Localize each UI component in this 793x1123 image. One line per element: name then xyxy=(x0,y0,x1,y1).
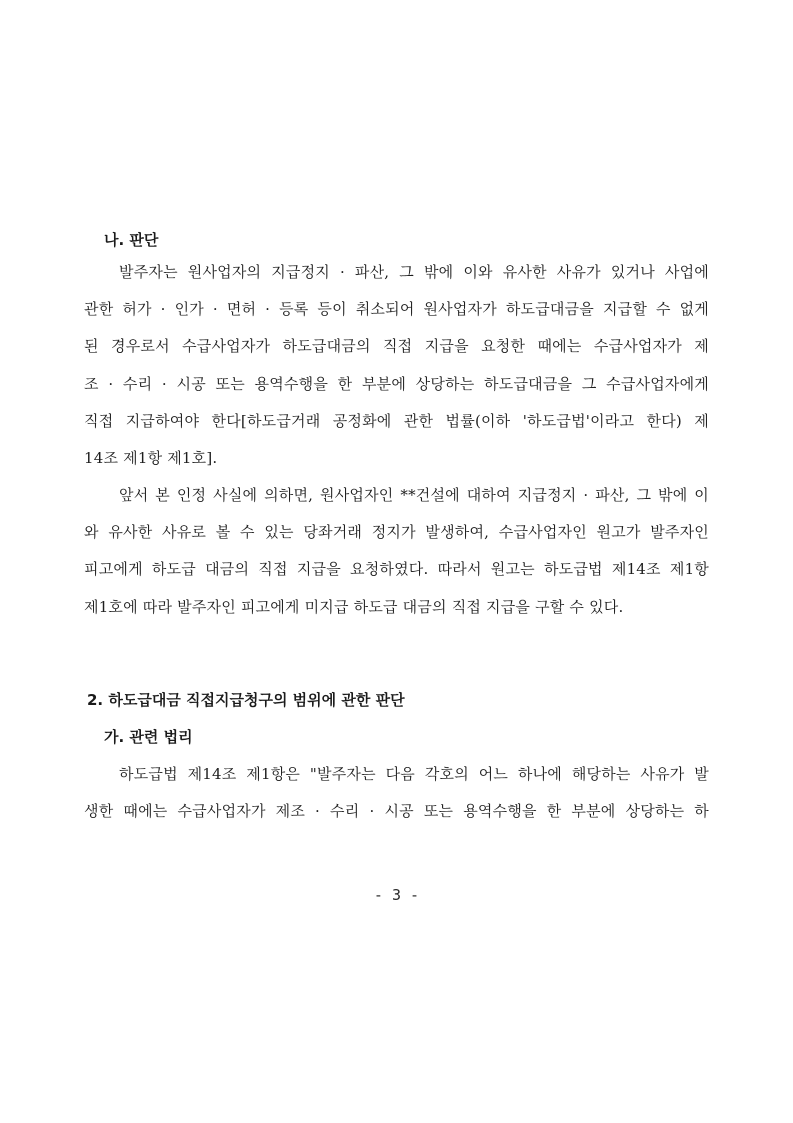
paragraph-findings xyxy=(84,477,709,626)
section-heading-2: 2. 하도급대금 직접지급청구의 범위에 관한 판단 xyxy=(87,691,405,709)
text-line: 제1호에 따라 발주자인 피고에게 미지급 하도급 대금의 직접 지급을 구할 수 있다. xyxy=(84,597,624,616)
text-line: 된 경우로서 수급사업자가 하도급대금의 직접 지급을 요청한 때에는 수급사업자가 제 xyxy=(84,337,709,356)
text-line: 14조 제1항 제1호]. xyxy=(84,449,218,468)
text-line: 직접 지급하여야 한다[하도급거래 공정화에 관한 법률(이하 '하도급법'이라고 한다) 제 xyxy=(84,411,709,430)
text-line: 발주자는 원사업자의 지급정지 · 파산, 그 밖에 이와 유사한 사유가 있거나 사업에 xyxy=(119,263,709,281)
text-line: 조 · 수리 · 시공 또는 용역수행을 한 부분에 상당하는 하도급대금을 그 수급사업자에게 xyxy=(84,374,709,393)
text-line: 피고에게 하도급 대금의 직접 지급을 요청하였다. 따라서 원고는 하도급법 제14조 제1항 xyxy=(84,560,709,579)
text-line: 하도급법 제14조 제1항은 "발주자는 다음 각호의 어느 하나에 해당하는 사유가 발 xyxy=(119,765,709,783)
section-heading-na: 나. 판단 xyxy=(104,231,159,249)
text-line: 와 유사한 사유로 볼 수 있는 당좌거래 정지가 발생하여, 수급사업자인 원고가 발주자인 xyxy=(84,523,709,542)
text-line: 앞서 본 인정 사실에 의하면, 원사업자인 **건설에 대하여 지급정지 · 파산, 그 밖에 이 xyxy=(119,486,709,504)
text-line: 관한 허가 · 인가 · 면허 · 등록 등이 취소되어 원사업자가 하도급대금을 지급할 수 없게 xyxy=(84,300,709,319)
sub-heading-ga: 가. 관련 법리 xyxy=(104,728,193,746)
paragraph-statute-text xyxy=(84,756,709,830)
text-line: 생한 때에는 수급사업자가 제조 · 수리 · 시공 또는 용역수행을 한 부분에 상당하는 하 xyxy=(84,802,709,821)
paragraph-direct-payment-law xyxy=(84,254,709,477)
page-number: - 3 - xyxy=(373,886,420,904)
